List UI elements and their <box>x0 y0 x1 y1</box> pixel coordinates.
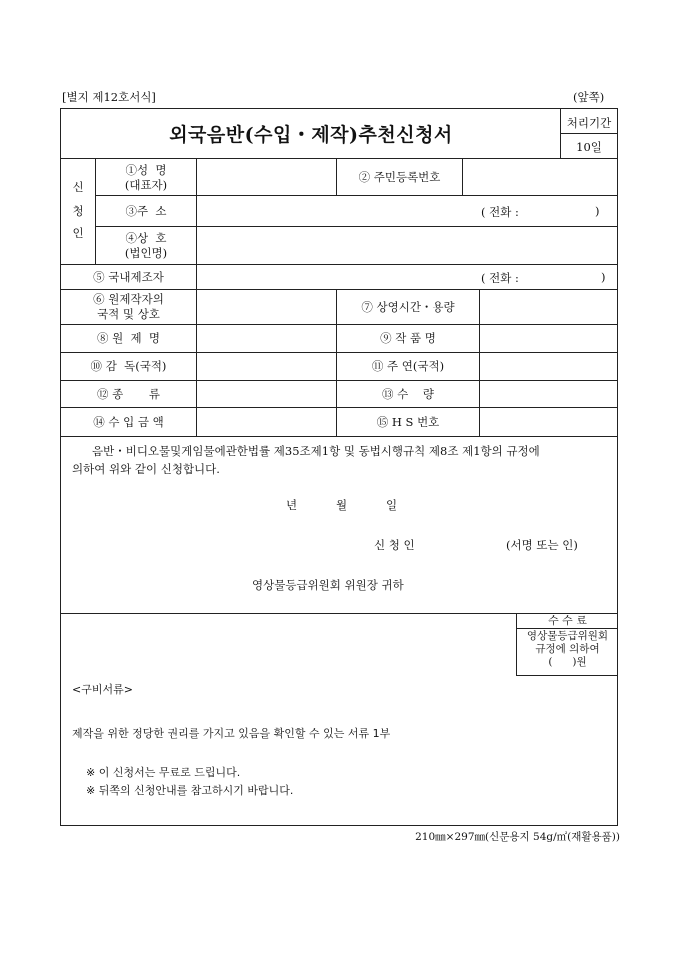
name-label: ①성 명 <box>125 163 167 177</box>
applicant-group-label-1: 신 <box>72 180 84 194</box>
form-number: [별지 제12호서식] <box>62 90 156 104</box>
fee-amount: ( )원 <box>548 656 587 668</box>
lead-actor-field[interactable] <box>481 354 616 379</box>
original-author-nationality-label: 국적 및 상호 <box>97 307 160 321</box>
domestic-phone-label: ( 전화 : <box>481 271 519 285</box>
hs-code-field[interactable] <box>481 409 616 435</box>
director-field[interactable] <box>198 354 334 379</box>
note-see-back: ※ 뒤쪽의 신청안내를 참고하시기 바랍니다. <box>86 784 294 797</box>
note-free-form: ※ 이 신청서는 무료로 드립니다. <box>86 766 241 779</box>
lead-actor-label: ⑪ 주 연(국적) <box>371 359 445 373</box>
representative-label: (대표자) <box>124 178 168 192</box>
date-day-label: 일 <box>386 498 398 512</box>
kind-label: ⑫ 종 류 <box>97 387 160 401</box>
quantity-field[interactable] <box>481 382 616 406</box>
applicant-signature-label: 신 청 인 <box>374 538 415 552</box>
signature-or-seal: (서명 또는 인) <box>506 538 578 552</box>
work-title-label: ⑨ 작 품 명 <box>380 331 436 345</box>
runtime-field[interactable] <box>481 291 616 323</box>
fee-title: 수 수 료 <box>548 614 587 627</box>
address-field[interactable] <box>198 197 616 224</box>
paper-spec: 210㎜×297㎜(신문용지 54g/㎡(재활용품)) <box>415 831 620 843</box>
fee-line-1: 영상물등급위원회 <box>526 630 609 642</box>
form-title: 외국음반(수입・제작)추천신청서 <box>169 124 453 146</box>
original-author-field[interactable] <box>198 291 334 323</box>
name-field[interactable] <box>198 160 334 193</box>
applicant-group-label-3: 인 <box>72 226 84 240</box>
date-month-label: 월 <box>336 498 348 512</box>
original-author-label: ⑥ 원제작자의 <box>93 292 164 306</box>
address-label: ③주 소 <box>125 204 167 218</box>
original-title-field[interactable] <box>198 326 334 351</box>
import-amount-label: ⑭ 수 입 금 액 <box>93 415 164 429</box>
hs-code-label: ⑮ H S 번호 <box>376 415 440 429</box>
runtime-label: ⑦ 상영시간・용량 <box>361 300 455 314</box>
date-year-label: 년 <box>286 498 298 512</box>
original-title-label: ⑧ 원 제 명 <box>96 331 161 345</box>
quantity-label: ⑬ 수 량 <box>382 387 434 401</box>
trade-name-label: ④상 호 <box>125 231 167 245</box>
statement-line-2: 의하여 위와 같이 신청합니다. <box>72 462 220 476</box>
required-document-item: 제작을 위한 정당한 권리를 가지고 있음을 확인할 수 있는 서류 1부 <box>72 727 391 740</box>
page-side-label: (앞쪽) <box>573 90 605 104</box>
applicant-group-label-2: 청 <box>72 204 84 218</box>
kind-field[interactable] <box>198 382 334 406</box>
domestic-maker-label: ⑤ 국내제조자 <box>93 270 164 284</box>
address-phone-label: ( 전화 : <box>481 205 519 219</box>
work-title-field[interactable] <box>481 326 616 351</box>
trade-name-field[interactable] <box>198 228 616 262</box>
required-documents-heading: <구비서류> <box>72 683 133 696</box>
addressee: 영상물등급위원회 위원장 귀하 <box>252 578 404 592</box>
address-phone-close: ) <box>595 204 600 218</box>
domestic-phone-close: ) <box>601 270 606 284</box>
import-amount-field[interactable] <box>198 409 334 435</box>
fee-line-2: 규정에 의하여 <box>535 643 600 655</box>
director-label: ⑩ 감 독(국적) <box>90 359 167 373</box>
rrn-label: ② 주민등록번호 <box>358 170 441 184</box>
rrn-field[interactable] <box>464 160 616 193</box>
statement-line-1: 음반・비디오물및게임물에관한법률 제35조제1항 및 동법시행규칙 제8조 제1항의 규정에 <box>92 444 540 458</box>
processing-period-label: 처리기간 <box>566 116 612 130</box>
corporation-name-label: (법인명) <box>124 246 168 260</box>
domestic-maker-field[interactable] <box>198 266 616 288</box>
processing-period-value: 10일 <box>576 140 602 154</box>
